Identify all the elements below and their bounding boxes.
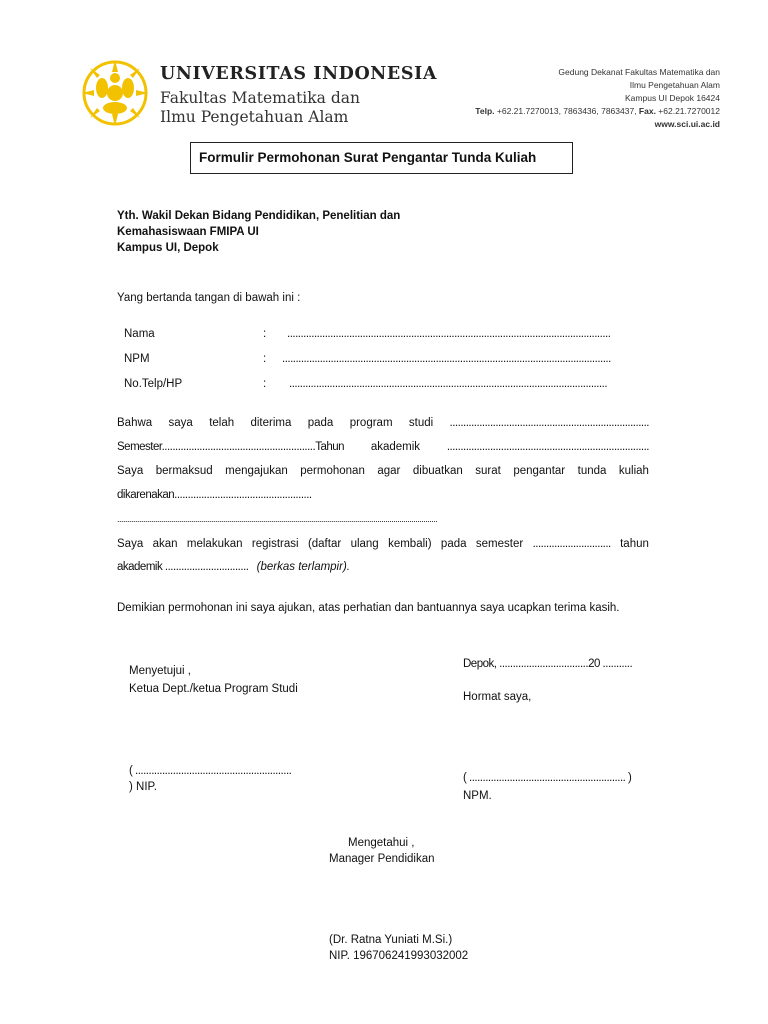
- field-dots-npm[interactable]: ..........................................................................................................................: [282, 353, 611, 365]
- address-line2: Ilmu Pengetahuan Alam: [629, 80, 720, 90]
- university-logo: [80, 58, 150, 128]
- recipient-line3: Kampus UI, Depok: [117, 242, 219, 254]
- student-name[interactable]: ( .......................................................... ): [463, 772, 632, 784]
- field-dots-nama[interactable]: ........................................................................................................................: [287, 328, 611, 340]
- student-npm: NPM.: [463, 790, 492, 802]
- word: tunda: [577, 465, 607, 477]
- contact-line: [475, 105, 720, 117]
- word: pengantar: [513, 465, 566, 477]
- reason-text[interactable]: dikarenakan...................................................: [117, 489, 312, 501]
- word: pada: [440, 538, 467, 550]
- word: surat: [475, 465, 501, 477]
- word: bermaksud: [155, 465, 213, 477]
- field-label-telp: No.Telp/HP: [124, 378, 183, 390]
- word: akan: [152, 538, 178, 550]
- recipient-line2: Kemahasiswaan FMIPA UI: [117, 226, 259, 238]
- recipient-line1: Yth. Wakil Dekan Bidang Pendidikan, Penelitian dan: [117, 210, 401, 222]
- reason-dots[interactable]: ................................................................................................................................................................: [117, 514, 438, 524]
- akademik-year-dots[interactable]: akademik ...............................: [117, 561, 249, 573]
- akademik-dots[interactable]: ...........................................................................: [446, 441, 649, 453]
- accepted-line: [117, 416, 649, 430]
- word: Saya: [117, 465, 144, 477]
- known-role: Manager Pendidikan: [329, 853, 435, 865]
- word: melakukan: [186, 538, 243, 550]
- semester-line: [117, 440, 649, 454]
- manager-name: (Dr. Ratna Yuniati M.Si.): [329, 934, 453, 946]
- word: registrasi: [251, 538, 299, 550]
- word: kuliah: [618, 465, 649, 477]
- word: semester: [475, 538, 524, 550]
- telp-value: +62.21.7270013, 7863436, 7863437,: [494, 106, 637, 116]
- request-line: [117, 464, 649, 478]
- approve-nip: ) NIP.: [129, 781, 157, 793]
- faculty-name-line2: Ilmu Pengetahuan Alam: [160, 108, 349, 126]
- program-dots[interactable]: ..........................................................................: [449, 417, 649, 429]
- registration-line: [117, 537, 649, 551]
- form-title: Formulir Permohonan Surat Pengantar Tunda Kuliah: [190, 142, 573, 174]
- word: mengajukan: [225, 465, 288, 477]
- attached-note: (berkas terlampir).: [256, 561, 350, 573]
- field-colon: :: [263, 328, 267, 340]
- akademik-word: akademik: [370, 441, 421, 453]
- website: www.sci.ui.ac.id: [654, 119, 720, 129]
- semester-dots[interactable]: .............................: [532, 538, 611, 550]
- regards: Hormat saya,: [463, 691, 532, 703]
- address-line1: Gedung Dekanat Fakultas Matematika dan: [558, 67, 720, 77]
- word: studi: [408, 417, 434, 429]
- semester-text[interactable]: Semester.........................................................Tahun: [117, 441, 345, 453]
- word: ulang: [350, 538, 379, 550]
- word: saya: [168, 417, 193, 429]
- address-line3: Kampus UI Depok 16424: [625, 93, 720, 103]
- approve-name[interactable]: ( ..........................................................: [129, 765, 292, 777]
- word: diterima: [250, 417, 292, 429]
- field-colon: :: [263, 378, 267, 390]
- university-name: UNIVERSITAS INDONESIA: [160, 64, 438, 84]
- fax-value: +62.21.7270012: [655, 106, 720, 116]
- akademik-line: [117, 560, 350, 574]
- word: agar: [377, 465, 401, 477]
- field-colon: :: [263, 353, 267, 365]
- word: tahun: [620, 538, 649, 550]
- word: Saya: [117, 538, 144, 550]
- word: Bahwa: [117, 417, 153, 429]
- field-dots-telp[interactable]: ......................................................................................................................: [289, 378, 608, 390]
- date-line[interactable]: Depok, .................................20 ...........: [463, 658, 633, 670]
- faculty-name-line1: Fakultas Matematika dan: [160, 89, 360, 107]
- word: pada: [307, 417, 334, 429]
- word: program: [349, 417, 393, 429]
- approve-role: Ketua Dept./ketua Program Studi: [129, 683, 298, 695]
- word: dibuatkan: [412, 465, 463, 477]
- closing-text: Demikian permohonan ini saya ajukan, atas perhatian dan bantuannya saya ucapkan terima kasih.: [117, 602, 620, 614]
- word: telah: [209, 417, 235, 429]
- field-label-nama: Nama: [124, 328, 155, 340]
- word: kembali): [388, 538, 432, 550]
- telp-label: Telp.: [475, 106, 495, 116]
- manager-nip: NIP. 196706241993032002: [329, 950, 469, 962]
- known-label: Mengetahui ,: [348, 837, 415, 849]
- word: (daftar: [307, 538, 342, 550]
- intro-text: Yang bertanda tangan di bawah ini :: [117, 292, 301, 304]
- approve-label: Menyetujui ,: [129, 665, 192, 677]
- fax-label: Fax.: [636, 106, 656, 116]
- field-label-npm: NPM: [124, 353, 150, 365]
- word: permohonan: [300, 465, 365, 477]
